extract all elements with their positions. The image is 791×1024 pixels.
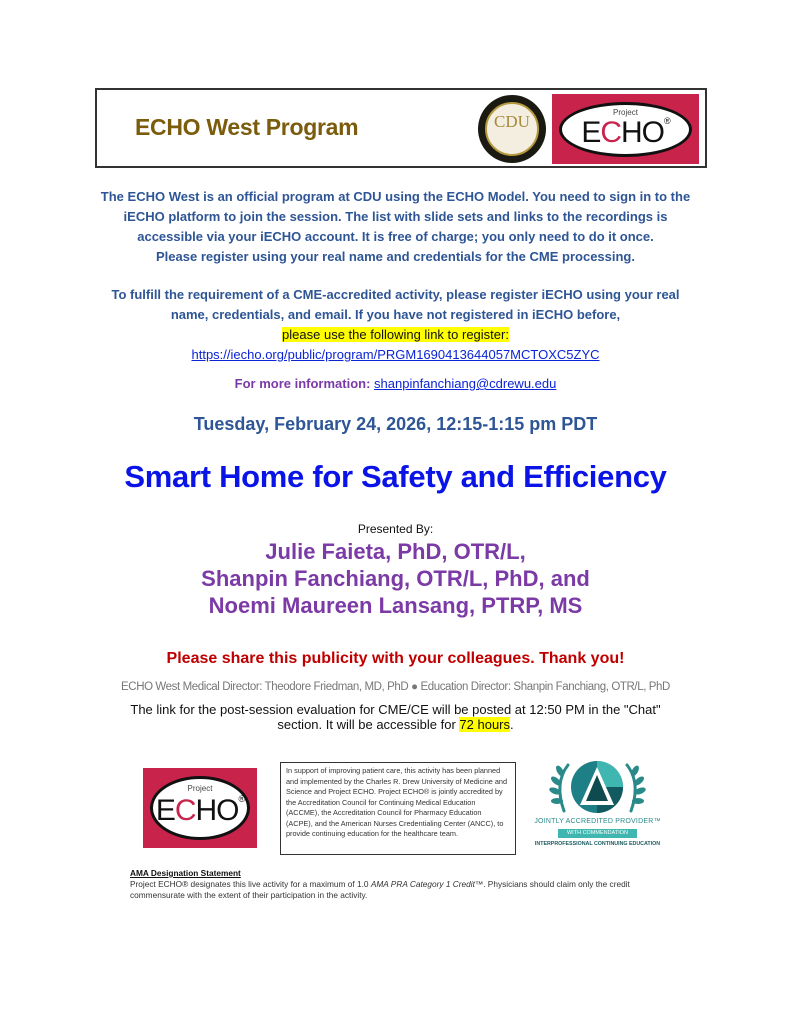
project-echo-logo: Project ECHO® xyxy=(552,94,699,164)
contact-email-link[interactable]: shanpinfanchiang@cdrewu.edu xyxy=(374,376,557,391)
program-title: ECHO West Program xyxy=(135,114,359,140)
intro-paragraph: The ECHO West is an official program at CDU using the ECHO Model. You need to sign in to the iECHO platform to join the session. The list with slide sets and links to the recordings is accessible via your iECHO account. It is free of charge; you only need to do it once. Please register using your real name and credentials for the CME processing. xyxy=(100,189,691,264)
header-banner xyxy=(95,88,707,168)
accreditation-statement: In support of improving patient care, this activity has been planned and implemented by the Charles R. Drew University of Medicine and Science and Project ECHO. Project ECHO® is jointly accredited by the Accreditation Council for Continuing Medical Education (ACCME), the Accreditation Council for Pharmacy Education (ACPE), and the American Nurses Credentialing Center (ANCC), to provide continuing education for the healthcare team. xyxy=(280,762,516,855)
presenter: Julie Faieta, PhD, OTR/L, xyxy=(265,539,526,564)
hours-highlight: 72 hours xyxy=(459,717,511,732)
evaluation-note: The link for the post-session evaluation for CME/CE will be posted at 12:50 PM in the "Chat" section. It will be accessible for 72 hours. xyxy=(130,702,661,732)
share-note: Please share this publicity with your colleagues. Thank you! xyxy=(166,650,625,667)
ja-emblem-icon xyxy=(530,753,665,853)
registration-paragraph: To fulfill the requirement of a CME-accredited activity, please register iECHO using your real name, credentials, and email. If you have not registered in iECHO before, please use the following link to register: https://iecho.org/public/program/PRGM1690413644057MCTOXC5ZYC xyxy=(111,287,680,362)
ama-designation-statement: AMA Designation Statement Project ECHO® designates this live activity for a maximum of 1.0 AMA PRA Category 1 Credit™. Physicians should claim only the credit commensurate with the extent of their participation in the activity. xyxy=(130,868,660,901)
directors-line: ECHO West Medical Director: Theodore Friedman, MD, PhD ● Education Director: Shanpin Fanchiang, OTR/L, PhD xyxy=(121,681,670,693)
cdu-seal-logo xyxy=(478,95,546,163)
ama-heading: AMA Designation Statement xyxy=(130,868,241,878)
register-highlight: please use the following link to register: xyxy=(282,327,509,342)
session-title: Smart Home for Safety and Efficiency xyxy=(124,459,667,494)
session-datetime: Tuesday, February 24, 2026, 12:15-1:15 pm PDT xyxy=(193,414,598,434)
project-echo-logo-footer: Project ECHO® xyxy=(143,768,257,848)
presenter: Noemi Maureen Lansang, PTRP, MS xyxy=(208,593,583,618)
cdu-logo-text: CDU xyxy=(494,112,530,131)
registration-link[interactable]: https://iecho.org/public/program/PRGM1690413644057MCTOXC5ZYC xyxy=(191,347,600,362)
contact-info: For more information: shanpinfanchiang@cdrewu.edu xyxy=(234,376,557,391)
jointly-accredited-logo: JOINTLY ACCREDITED PROVIDER™ WITH COMMENDATION INTERPROFESSIONAL CONTINUING EDUCATION xyxy=(530,753,665,853)
presenter: Shanpin Fanchiang, OTR/L, PhD, and xyxy=(201,566,590,591)
presenters-list xyxy=(60,538,731,619)
presented-by-label: Presented By: xyxy=(357,522,434,536)
